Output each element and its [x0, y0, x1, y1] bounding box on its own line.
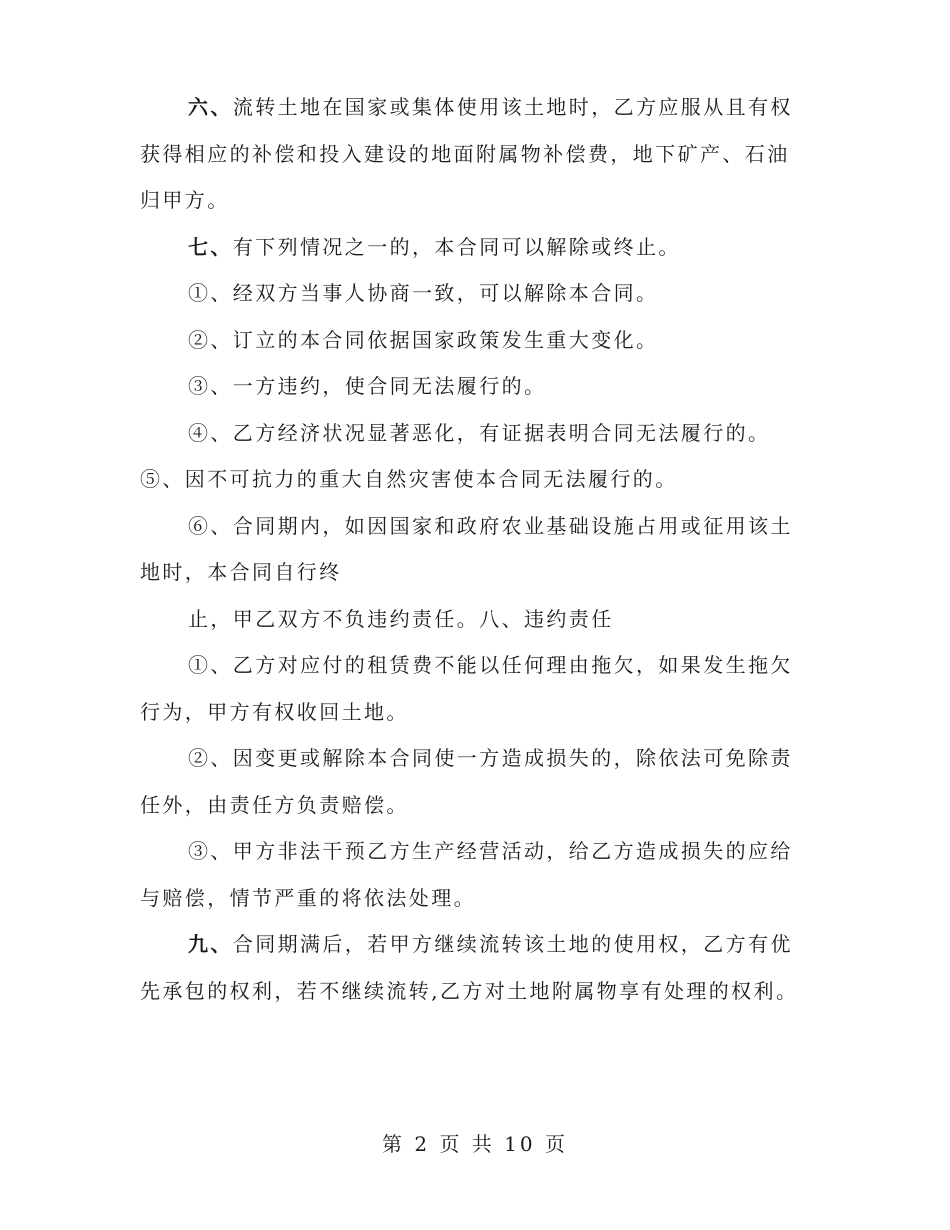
clause-8-item-1 [140, 642, 802, 735]
clause-7-item-2 [140, 317, 802, 364]
clause-6 [140, 84, 802, 224]
clause-7 [140, 224, 802, 271]
clause-text: 合同期满后，若甲方继续流转该土地的使用权，乙方有优先承包的权利，若不继续流转,乙方对土地附属物享有处理的权利。 [140, 932, 799, 1003]
clause-text: 止，甲乙双方不负违约责任。八、违约责任 [188, 606, 614, 631]
clause-8-item-2 [140, 735, 802, 828]
clause-text: 有下列情况之一的，本合同可以解除或终止。 [232, 234, 681, 259]
clause-9 [140, 921, 802, 1014]
clause-text: ①、乙方对应付的租赁费不能以任何理由拖欠，如果发生拖欠行为，甲方有权收回土地。 [140, 653, 793, 724]
clause-7-item-6 [140, 503, 802, 596]
clause-text: ②、订立的本合同依据国家政策发生重大变化。 [188, 327, 659, 352]
document-body [140, 84, 802, 1014]
clause-text: ②、因变更或解除本合同使一方造成损失的，除依法可免除责任外，由责任方负责赔偿。 [140, 746, 793, 817]
clause-8-item-3 [140, 828, 802, 921]
clause-7-item-6-continued [140, 596, 802, 643]
clause-text: ④、乙方经济状况显著恶化，有证据表明合同无法履行的。⑤、因不可抗力的重大自然灾害使本合同无法履行的。 [140, 420, 771, 491]
clause-number: 六、 [188, 95, 233, 119]
clause-text: ③、一方违约，使合同无法履行的。 [188, 374, 547, 398]
clause-7-item-1 [140, 270, 802, 317]
page-number-footer: 第 2 页 共 10 页 [382, 1132, 568, 1156]
clause-text: ①、经双方当事人协商一致，可以解除本合同。 [188, 281, 659, 305]
clause-7-item-3 [140, 363, 802, 410]
clause-text: ③、甲方非法干预乙方生产经营活动，给乙方造成损失的应给与赔偿，情节严重的将依法处理。 [140, 839, 793, 910]
clause-text: 流转土地在国家或集体使用该土地时，乙方应服从且有权获得相应的补偿和投入建设的地面附属物补偿费，地下矿产、石油归甲方。 [140, 95, 793, 212]
clause-text: ⑥、合同期内，如因国家和政府农业基础设施占用或征用该土地时，本合同自行终 [140, 513, 793, 584]
clause-number: 九、 [188, 932, 233, 956]
clause-number: 七、 [188, 234, 233, 259]
clause-7-item-4-5 [140, 410, 802, 503]
